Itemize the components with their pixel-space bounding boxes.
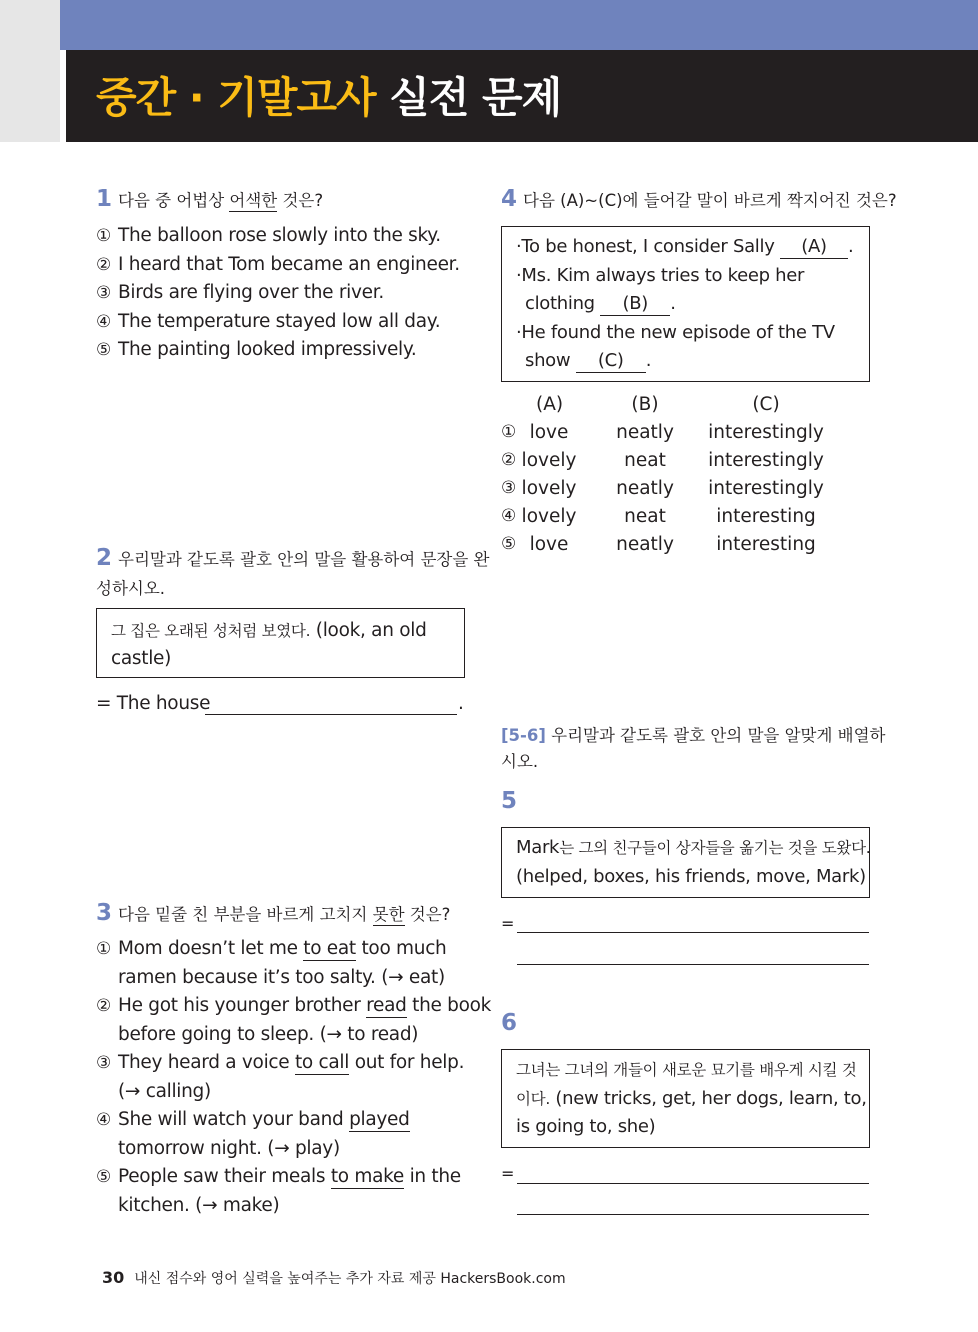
cell-c: interesting <box>716 534 816 555</box>
sentence-end: . <box>847 236 854 257</box>
q1-prompt-end: 것은? <box>277 191 324 210</box>
q1-option-3[interactable] <box>96 279 460 308</box>
cell-a: love <box>529 422 569 443</box>
sentence-end: . <box>645 350 652 371</box>
table-header-c: (C) <box>752 394 780 415</box>
option-text: the book <box>406 995 492 1016</box>
bullet: · <box>516 236 522 257</box>
q56-prompt-line1: 우리말과 같도록 괄호 안의 말을 알맞게 배열하 <box>545 726 886 745</box>
q5-en-word: Mark <box>516 837 560 858</box>
q2-prompt-line1: 우리말과 같도록 괄호 안의 말을 활용하여 문장을 완 <box>118 550 490 569</box>
q3-option-5[interactable] <box>96 1163 491 1220</box>
cell-a: lovely <box>521 450 577 471</box>
q4-sentence-3-cont <box>516 347 859 376</box>
q6-number: 6 <box>501 1010 518 1036</box>
header-blue-band <box>60 0 978 50</box>
q6-hint-box <box>501 1049 870 1148</box>
q56-prompt-line2: 시오. <box>501 752 539 771</box>
q5-number: 5 <box>501 788 518 814</box>
cell-c: interestingly <box>708 450 824 471</box>
q56-instruction <box>501 722 885 746</box>
option-text-cont: ramen because it’s too salty. (→ eat) <box>118 966 445 988</box>
q6-answer-line-1[interactable] <box>517 1183 869 1184</box>
option-underlined: to call <box>294 1052 350 1073</box>
option-text: in the <box>403 1166 461 1187</box>
page-footer <box>102 1268 566 1288</box>
option-text-cont: (→ calling) <box>118 1080 211 1102</box>
option-text: She will watch your band <box>118 1109 350 1130</box>
q1-number: 1 <box>96 186 113 212</box>
q2-number: 2 <box>96 545 113 571</box>
q6-equals: = <box>501 1164 515 1183</box>
q5-equals: = <box>501 914 515 933</box>
option-text-cont: before going to sleep. (→ to read) <box>118 1023 419 1045</box>
footer-site: HackersBook.com <box>440 1271 566 1287</box>
q2-korean: 그 집은 오래된 성처럼 보였다. <box>111 622 311 640</box>
blank-c[interactable]: (C) <box>576 350 646 373</box>
sentence-text: clothing <box>525 293 595 314</box>
option-mark: ③ <box>96 283 111 303</box>
cell-b: neatly <box>616 478 674 499</box>
sentence-text: show <box>525 350 571 371</box>
q3-prompt: 다음 밑줄 친 부분을 바르게 고치지 <box>118 905 373 924</box>
q4-sentence-box <box>501 226 870 382</box>
option-mark: ③ <box>96 1053 111 1073</box>
q2-hint: (look, an old <box>310 620 427 641</box>
q4-sentence-2-cont <box>516 290 859 319</box>
q1-option-4[interactable] <box>96 308 460 337</box>
option-mark: ③ <box>501 478 517 498</box>
option-mark: ① <box>96 939 111 959</box>
sentence-text: He found the new episode of the TV <box>521 321 835 343</box>
q1-options <box>96 222 460 365</box>
q3-header <box>96 900 450 926</box>
q1-option-5[interactable] <box>96 336 460 365</box>
cell-b: neatly <box>616 534 674 555</box>
sentence-text: Ms. Kim always tries to keep her <box>521 264 805 286</box>
cell-b: neat <box>624 506 666 527</box>
option-text: Mom doesn’t let me <box>118 938 304 959</box>
q6-korean-cont: 이다. <box>516 1089 550 1108</box>
table-row[interactable] <box>501 450 871 478</box>
bullet: · <box>516 321 522 343</box>
option-text: People saw their meals <box>118 1166 331 1187</box>
q6-answer-line-2[interactable] <box>517 1214 869 1215</box>
q4-header <box>501 186 897 212</box>
option-underlined: to make <box>330 1166 404 1187</box>
q4-number: 4 <box>501 186 518 212</box>
cell-c: interestingly <box>708 422 824 443</box>
option-mark: ① <box>501 422 517 442</box>
q4-sentence-2 <box>516 262 859 291</box>
q3-option-4[interactable] <box>96 1106 491 1163</box>
option-text: I heard that Tom became an engineer. <box>118 253 460 275</box>
cell-a: lovely <box>521 506 577 527</box>
table-row[interactable] <box>501 478 871 506</box>
option-text: They heard a voice <box>118 1052 295 1073</box>
q1-option-1[interactable] <box>96 222 460 251</box>
q4-sentence-3 <box>516 319 859 348</box>
q3-number: 3 <box>96 900 113 926</box>
q4-prompt: 다음 (A)~(C)에 들어갈 말이 바르게 짝지어진 것은? <box>523 191 897 210</box>
option-mark: ④ <box>96 1110 111 1130</box>
option-underlined: read <box>366 995 407 1016</box>
q6-hint: (new tricks, get, her dogs, learn, to, <box>549 1087 867 1109</box>
q4-answer-table <box>501 394 871 564</box>
option-mark: ② <box>96 996 111 1016</box>
option-text: He got his younger brother <box>118 995 367 1016</box>
sentence-text: To be honest, I consider Sally <box>521 236 775 257</box>
footer-text: 내신 점수와 영어 실력을 높여주는 추가 자료 제공 <box>134 1271 436 1287</box>
q3-option-3[interactable] <box>96 1049 491 1106</box>
table-header-a: (A) <box>536 394 564 415</box>
option-text: The temperature stayed low all day. <box>118 310 441 332</box>
option-text: Birds are flying over the river. <box>118 282 384 303</box>
q56-range: [5-6] <box>501 726 546 745</box>
q6-hint-cont: is going to, she) <box>516 1116 656 1137</box>
option-mark: ⑤ <box>96 1167 111 1187</box>
q1-prompt-underlined: 어색한 <box>229 191 278 210</box>
option-underlined: played <box>349 1109 410 1130</box>
q2-hint-box <box>96 608 465 678</box>
q2-prompt-line2: 성하시오. <box>96 579 166 598</box>
q5-hint-box <box>501 827 870 898</box>
cell-c: interestingly <box>708 478 824 499</box>
cell-a: lovely <box>521 478 577 499</box>
q4-sentence-1 <box>516 233 859 262</box>
q3-option-2[interactable] <box>96 992 491 1049</box>
option-mark: ② <box>96 254 111 275</box>
option-mark: ⑤ <box>96 340 111 360</box>
table-header-b: (B) <box>631 394 659 415</box>
q2-answer-prefix: = The house <box>96 693 211 714</box>
q2-answer-blank[interactable] <box>205 714 457 715</box>
q5-answer-line-1[interactable] <box>517 932 869 933</box>
page-number: 30 <box>102 1268 125 1287</box>
q1-header <box>96 186 323 212</box>
option-text: too much <box>355 938 447 959</box>
table-row[interactable] <box>501 534 871 562</box>
option-mark: ② <box>501 450 517 470</box>
q3-options <box>96 935 491 1220</box>
q3-prompt-underlined: 못한 <box>372 905 405 924</box>
q2-header <box>96 545 489 571</box>
option-mark: ④ <box>96 311 111 332</box>
q2-answer-line <box>96 690 210 719</box>
option-mark: ① <box>96 226 111 246</box>
q1-option-2[interactable] <box>96 251 460 280</box>
sentence-end: . <box>670 293 676 314</box>
option-text: The balloon rose slowly into the sky. <box>118 225 441 246</box>
q5-korean: 는 그의 친구들이 상자들을 옮기는 것을 도왔다. <box>559 839 871 857</box>
cell-b: neat <box>624 450 666 471</box>
cell-c: interesting <box>716 506 816 527</box>
option-text: The painting looked impressively. <box>118 339 417 360</box>
q2-hint-cont: castle) <box>111 648 172 669</box>
bullet: · <box>516 264 522 286</box>
blank-a[interactable]: (A) <box>780 236 848 259</box>
title-rest: 실전 문제 <box>389 73 562 122</box>
option-text: out for help. <box>349 1052 465 1073</box>
title-highlight: 중간 · 기말고사 <box>96 73 376 122</box>
option-underlined: to eat <box>303 938 356 959</box>
cell-b: neatly <box>616 422 674 443</box>
q3-option-1[interactable] <box>96 935 491 992</box>
option-mark: ④ <box>501 506 517 526</box>
q1-prompt: 다음 중 어법상 <box>118 191 230 210</box>
option-text-cont: kitchen. (→ make) <box>118 1194 280 1216</box>
q5-answer-line-2[interactable] <box>517 964 869 965</box>
page-title <box>96 70 561 126</box>
q5-hint: (helped, boxes, his friends, move, Mark) <box>516 865 866 887</box>
table-row[interactable] <box>501 422 871 450</box>
cell-a: love <box>529 534 569 555</box>
q2-answer-period: . <box>458 693 464 714</box>
header-gray-strip <box>0 0 60 142</box>
option-text-cont: tomorrow night. (→ play) <box>118 1137 340 1159</box>
blank-b[interactable]: (B) <box>600 293 670 316</box>
option-mark: ⑤ <box>501 534 517 554</box>
q3-prompt-end: 것은? <box>404 905 451 924</box>
q6-korean: 그녀는 그녀의 개들이 새로운 묘기를 배우게 시킬 것 <box>516 1061 857 1079</box>
table-row[interactable] <box>501 506 871 534</box>
